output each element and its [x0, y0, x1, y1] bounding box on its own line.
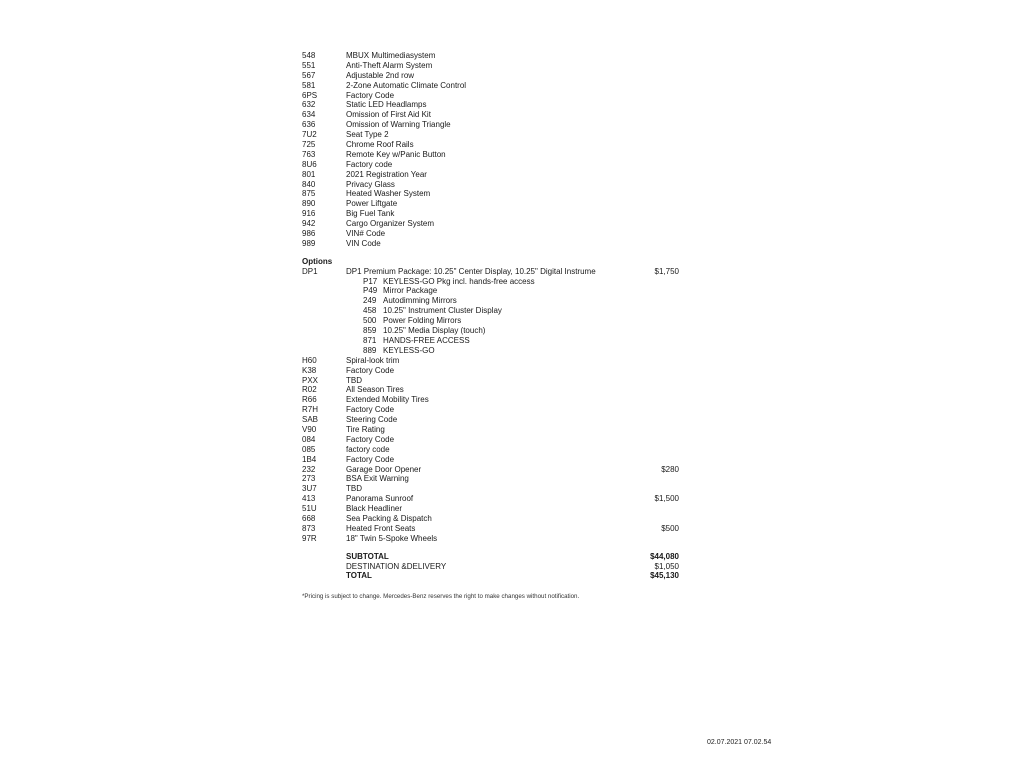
item-description: Adjustable 2nd row [346, 70, 415, 80]
option-item-row [302, 534, 682, 544]
option-item-row [302, 524, 682, 534]
option-item-row [302, 385, 682, 395]
item-code: V90 [302, 424, 317, 434]
item-code: 916 [302, 209, 316, 219]
item-code: 632 [302, 100, 316, 110]
section-gap [302, 249, 682, 257]
package-item-row [302, 326, 682, 336]
item-code: H60 [302, 355, 317, 365]
package-code: DP1 [302, 266, 318, 276]
option-item-row [302, 376, 682, 386]
standard-item-row [302, 61, 682, 71]
item-description: MBUX Multimediasystem [346, 51, 436, 60]
package-item-description: Autodimming Mirrors [383, 296, 457, 306]
package-item-code: 500 [363, 316, 377, 326]
item-description: Garage Door Opener [346, 464, 422, 474]
option-item-row [302, 465, 682, 475]
item-description: Heated Front Seats [346, 523, 416, 533]
item-code: 989 [302, 238, 316, 248]
item-description: Factory Code [346, 405, 395, 415]
package-item-description: KEYLESS-GO Pkg incl. hands-free access [383, 276, 535, 286]
package-item-description: Mirror Package [383, 286, 438, 296]
totals-gap [302, 544, 682, 552]
standard-item-row [302, 219, 682, 229]
item-code: 942 [302, 219, 316, 229]
item-code: 548 [302, 51, 316, 60]
item-description: Seat Type 2 [346, 130, 389, 140]
item-code: 986 [302, 229, 316, 239]
item-description: Sea Packing & Dispatch [346, 513, 432, 523]
standard-item-row [302, 160, 682, 170]
standard-item-row [302, 189, 682, 199]
standard-item-row [302, 209, 682, 219]
option-item-row [302, 415, 682, 425]
item-description: Factory Code [346, 454, 395, 464]
package-item-code: 249 [363, 296, 377, 306]
option-item-row [302, 425, 682, 435]
package-item-row [302, 296, 682, 306]
item-code: 873 [302, 523, 316, 533]
subtotal-label: SUBTOTAL [346, 551, 389, 561]
item-code: 084 [302, 434, 316, 444]
item-price: $1,500 [654, 494, 679, 504]
option-item-row [302, 504, 682, 514]
package-item-description: 10.25" Media Display (touch) [383, 326, 486, 336]
standard-item-row [302, 51, 682, 61]
package-item-row [302, 306, 682, 316]
destination-value: $1,050 [654, 561, 679, 571]
package-item-description: Power Folding Mirrors [383, 316, 462, 326]
item-description: Steering Code [346, 415, 398, 425]
item-code: 763 [302, 149, 316, 159]
item-description: VIN# Code [346, 229, 386, 239]
item-code: 875 [302, 189, 316, 199]
package-item-description: 10.25" Instrument Cluster Display [383, 306, 502, 316]
item-description: Factory Code [346, 365, 395, 375]
item-code: 634 [302, 110, 316, 120]
item-code: 581 [302, 80, 316, 90]
total-label: TOTAL [346, 571, 372, 581]
standard-item-row [302, 91, 682, 101]
option-item-row [302, 356, 682, 366]
item-code: 840 [302, 179, 316, 189]
standard-item-row [302, 100, 682, 110]
standard-item-row [302, 239, 682, 249]
package-item-code: 889 [363, 345, 377, 355]
item-description: 18" Twin 5-Spoke Wheels [346, 533, 438, 543]
item-code: 232 [302, 464, 316, 474]
package-item-description: KEYLESS-GO [383, 345, 435, 355]
price-sheet [302, 51, 682, 581]
package-item-code: P17 [363, 276, 378, 286]
item-description: Remote Key w/Panic Button [346, 149, 446, 159]
item-code: 1B4 [302, 454, 317, 464]
totals-section [302, 552, 682, 582]
item-price: $500 [661, 523, 679, 533]
item-description: Black Headliner [346, 504, 403, 514]
item-description: Heated Washer System [346, 189, 431, 199]
subtotal-value: $44,080 [650, 551, 679, 561]
item-code: 890 [302, 199, 316, 209]
package-item-row [302, 277, 682, 287]
item-code: 725 [302, 140, 316, 150]
package-items-list [302, 277, 682, 356]
item-code: 085 [302, 444, 316, 454]
item-code: 51U [302, 504, 317, 514]
item-code: 273 [302, 474, 316, 484]
item-code: 668 [302, 513, 316, 523]
package-row [302, 267, 682, 277]
package-item-row [302, 336, 682, 346]
standard-item-row [302, 199, 682, 209]
option-item-row [302, 455, 682, 465]
pricing-footnote: *Pricing is subject to change. Mercedes-Benz reserves the right to make changes without notification. [302, 593, 580, 600]
item-description: BSA Exit Warning [346, 474, 409, 484]
item-code: R66 [302, 395, 317, 405]
item-description: Panorama Sunroof [346, 494, 414, 504]
item-description: Power Liftgate [346, 199, 398, 209]
item-code: SAB [302, 415, 319, 425]
item-code: 6PS [302, 90, 318, 100]
item-code: 801 [302, 169, 316, 179]
item-code: 413 [302, 494, 316, 504]
item-code: 7U2 [302, 130, 317, 140]
item-code: R02 [302, 385, 317, 395]
option-item-row [302, 405, 682, 415]
item-description: Anti-Theft Alarm System [346, 60, 433, 70]
option-item-row [302, 474, 682, 484]
standard-item-row [302, 120, 682, 130]
item-description: Spiral-look trim [346, 355, 400, 365]
options-heading: Options [302, 256, 333, 266]
standard-item-row [302, 81, 682, 91]
item-description: VIN Code [346, 238, 381, 248]
item-description: 2021 Registration Year [346, 169, 427, 179]
item-code: 8U6 [302, 159, 317, 169]
item-code: 3U7 [302, 484, 317, 494]
item-description: TBD [346, 484, 362, 494]
package-item-code: 859 [363, 326, 377, 336]
package-item-description: HANDS-FREE ACCESS [383, 335, 470, 345]
item-description: Privacy Glass [346, 179, 395, 189]
destination-row [302, 562, 682, 572]
item-code: 567 [302, 70, 316, 80]
item-description: Omission of First Aid Kit [346, 110, 431, 120]
standard-item-row [302, 229, 682, 239]
total-value: $45,130 [650, 571, 679, 581]
package-item-row [302, 316, 682, 326]
standard-item-row [302, 110, 682, 120]
standard-item-row [302, 170, 682, 180]
option-item-row [302, 366, 682, 376]
item-code: R7H [302, 405, 319, 415]
item-code: 551 [302, 60, 316, 70]
package-item-code: P49 [363, 286, 378, 296]
package-description: DP1 Premium Package: 10.25" Center Display, 10.25" Digital Instrume [346, 266, 596, 276]
item-description: 2-Zone Automatic Climate Control [346, 80, 467, 90]
option-item-row [302, 395, 682, 405]
item-description: Factory Code [346, 90, 395, 100]
item-price: $280 [661, 464, 679, 474]
item-description: Factory code [346, 159, 393, 169]
package-price: $1,750 [654, 266, 679, 276]
standard-item-row [302, 180, 682, 190]
total-row [302, 571, 682, 581]
item-code: PXX [302, 375, 319, 385]
option-item-row [302, 435, 682, 445]
item-code: K38 [302, 365, 317, 375]
item-description: factory code [346, 444, 390, 454]
option-item-row [302, 445, 682, 455]
item-code: 97R [302, 533, 317, 543]
item-description: Omission of Warning Triangle [346, 120, 451, 130]
option-item-row [302, 484, 682, 494]
package-item-code: 458 [363, 306, 377, 316]
package-item-code: 871 [363, 335, 377, 345]
subtotal-row [302, 552, 682, 562]
option-item-row [302, 494, 682, 504]
package-item-row [302, 346, 682, 356]
item-description: Cargo Organizer System [346, 219, 435, 229]
destination-label: DESTINATION &DELIVERY [346, 561, 447, 571]
item-description: TBD [346, 375, 362, 385]
standard-item-row [302, 140, 682, 150]
standard-item-row [302, 150, 682, 160]
item-description: Chrome Roof Rails [346, 140, 414, 150]
item-description: All Season Tires [346, 385, 404, 395]
option-item-row [302, 514, 682, 524]
standard-equipment-list [302, 51, 682, 249]
item-description: Static LED Headlamps [346, 100, 427, 110]
standard-item-row [302, 130, 682, 140]
print-timestamp: 02.07.2021 07.02.54 [707, 739, 772, 746]
item-description: Tire Rating [346, 424, 385, 434]
standard-item-row [302, 71, 682, 81]
package-item-row [302, 286, 682, 296]
item-description: Extended Mobility Tires [346, 395, 429, 405]
item-code: 636 [302, 120, 316, 130]
item-description: Factory Code [346, 434, 395, 444]
options-list [302, 356, 682, 544]
item-description: Big Fuel Tank [346, 209, 395, 219]
